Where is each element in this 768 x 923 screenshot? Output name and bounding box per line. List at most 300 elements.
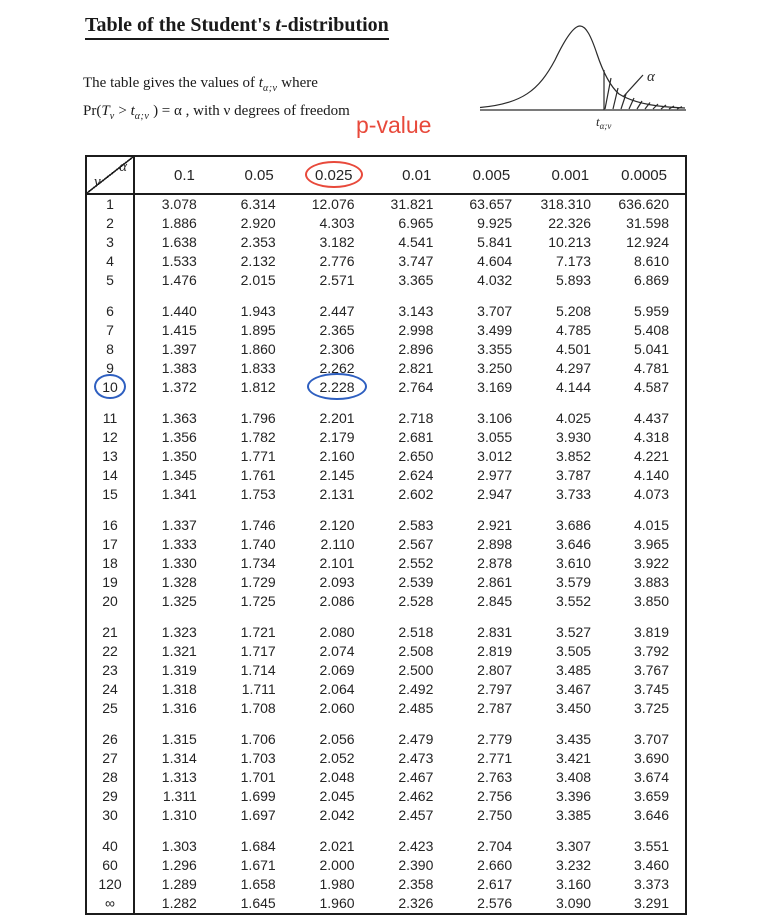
intro-text <box>83 72 350 128</box>
critical-value-cell <box>607 252 686 271</box>
df-cell <box>86 661 134 680</box>
critical-value: 2.457 <box>398 807 434 823</box>
df-value: 9 <box>106 360 114 376</box>
critical-value-cell <box>528 768 607 787</box>
alpha-column-value: 0.1 <box>173 166 195 184</box>
critical-value-cell <box>213 699 292 718</box>
critical-value-cell <box>213 573 292 592</box>
critical-value-cell <box>292 485 371 504</box>
critical-value: 1.717 <box>240 643 276 659</box>
critical-value-cell <box>213 894 292 914</box>
alpha-column-header <box>528 156 607 194</box>
critical-value-cell <box>528 378 607 397</box>
df-cell <box>86 194 134 214</box>
critical-value-cell <box>134 466 213 485</box>
critical-value-cell <box>371 894 450 914</box>
critical-value-cell <box>134 554 213 573</box>
critical-value-cell <box>449 623 528 642</box>
critical-value: 3.355 <box>477 341 513 357</box>
critical-value: 2.473 <box>398 750 434 766</box>
critical-value-cell <box>292 837 371 856</box>
critical-value-cell <box>528 359 607 378</box>
critical-value-cell <box>292 768 371 787</box>
critical-value: 1.708 <box>240 700 276 716</box>
critical-value-cell <box>528 271 607 290</box>
critical-value: 2.878 <box>477 555 513 571</box>
df-cell <box>86 466 134 485</box>
critical-value-cell <box>528 623 607 642</box>
critical-value-cell <box>371 592 450 611</box>
corner-cell-alpha-nu <box>86 156 134 194</box>
critical-value-cell <box>607 699 686 718</box>
df-value: 29 <box>102 788 118 804</box>
critical-value: 2.898 <box>477 536 513 552</box>
critical-value-cell <box>449 194 528 214</box>
critical-value: 2.576 <box>477 895 513 911</box>
critical-value: 4.318 <box>633 429 669 445</box>
critical-value: 4.541 <box>398 234 434 250</box>
critical-value: 1.734 <box>240 555 276 571</box>
critical-value-cell <box>449 409 528 428</box>
critical-value-cell <box>134 661 213 680</box>
critical-value-cell <box>134 768 213 787</box>
critical-value: 1.706 <box>240 731 276 747</box>
critical-value: 2.750 <box>477 807 513 823</box>
t-symbol: t <box>258 75 263 91</box>
critical-value-cell <box>449 573 528 592</box>
df-value: 28 <box>102 769 118 785</box>
spacer-df-cell <box>86 718 134 730</box>
critical-value-cell <box>213 875 292 894</box>
critical-value: 31.598 <box>626 215 669 231</box>
df-value: 19 <box>102 574 118 590</box>
df-value: 27 <box>102 750 118 766</box>
critical-value-cell <box>607 214 686 233</box>
critical-value-cell <box>134 730 213 749</box>
critical-value-cell <box>607 516 686 535</box>
critical-value-cell <box>607 302 686 321</box>
critical-value: 3.646 <box>556 536 592 552</box>
critical-value-cell <box>292 233 371 252</box>
critical-value-cell <box>213 359 292 378</box>
critical-value-cell <box>528 837 607 856</box>
critical-value: 3.674 <box>633 769 669 785</box>
critical-value-cell <box>213 378 292 397</box>
critical-value: 2.977 <box>477 467 513 483</box>
critical-value: 4.025 <box>556 410 592 426</box>
df-cell <box>86 730 134 749</box>
table-row <box>86 321 686 340</box>
critical-value-cell <box>607 661 686 680</box>
critical-value-cell <box>371 516 450 535</box>
df-value-circled: 10 <box>102 379 118 395</box>
critical-value-cell <box>528 252 607 271</box>
alpha-column-value: 0.005 <box>472 166 511 184</box>
alpha-column-header <box>213 156 292 194</box>
critical-value-cell <box>371 573 450 592</box>
critical-value: 12.924 <box>626 234 669 250</box>
critical-value: 4.781 <box>633 360 669 376</box>
table-row <box>86 271 686 290</box>
df-value: 21 <box>102 624 118 640</box>
critical-value-cell <box>292 730 371 749</box>
df-cell <box>86 535 134 554</box>
table-row <box>86 680 686 699</box>
spacer-cell <box>134 504 686 516</box>
df-cell <box>86 378 134 397</box>
critical-value-cell <box>449 856 528 875</box>
critical-value: 2.145 <box>319 467 355 483</box>
table-body <box>86 194 686 914</box>
critical-value-cell <box>213 485 292 504</box>
critical-value-cell <box>449 680 528 699</box>
critical-value-cell <box>134 516 213 535</box>
critical-value-cell <box>213 302 292 321</box>
table-row <box>86 875 686 894</box>
critical-value-cell <box>134 623 213 642</box>
spacer-cell <box>134 718 686 730</box>
critical-value-cell <box>528 856 607 875</box>
critical-value: 1.316 <box>161 700 197 716</box>
critical-value-cell <box>607 856 686 875</box>
page-title <box>85 14 389 40</box>
critical-value-cell <box>607 321 686 340</box>
table-row <box>86 837 686 856</box>
critical-value: 3.450 <box>556 700 592 716</box>
critical-value: 1.372 <box>161 379 197 395</box>
critical-value: 2.602 <box>398 486 434 502</box>
critical-value-cell <box>371 787 450 806</box>
critical-value-cell <box>292 787 371 806</box>
critical-value-cell <box>607 466 686 485</box>
critical-value-cell <box>134 894 213 914</box>
critical-value-cell <box>371 680 450 699</box>
critical-value-cell <box>528 749 607 768</box>
critical-value-cell <box>213 535 292 554</box>
table-row <box>86 592 686 611</box>
alpha-column-header <box>134 156 213 194</box>
df-cell <box>86 768 134 787</box>
critical-value-cell <box>134 428 213 447</box>
critical-value-cell <box>292 642 371 661</box>
critical-value: 3.090 <box>556 895 592 911</box>
critical-value-cell <box>449 837 528 856</box>
critical-value: 2.998 <box>398 322 434 338</box>
critical-value-circled: 2.228 <box>319 379 355 395</box>
table-row <box>86 302 686 321</box>
critical-value: 1.721 <box>240 624 276 640</box>
table-row <box>86 194 686 214</box>
alpha-column-header <box>449 156 528 194</box>
critical-value: 2.201 <box>319 410 355 426</box>
critical-value: 2.390 <box>398 857 434 873</box>
table-row <box>86 573 686 592</box>
critical-value-cell <box>607 554 686 573</box>
critical-value: 2.048 <box>319 769 355 785</box>
critical-value-cell <box>134 535 213 554</box>
critical-value: 2.583 <box>398 517 434 533</box>
title-italic-t: t <box>275 14 281 36</box>
critical-value-cell <box>371 428 450 447</box>
critical-value: 5.408 <box>633 322 669 338</box>
critical-value: 2.015 <box>240 272 276 288</box>
critical-value-cell <box>371 768 450 787</box>
df-cell <box>86 516 134 535</box>
critical-value: 1.697 <box>240 807 276 823</box>
critical-value-cell <box>528 642 607 661</box>
critical-value-cell <box>213 252 292 271</box>
critical-value: 3.460 <box>633 857 669 873</box>
critical-value-cell <box>449 359 528 378</box>
df-cell <box>86 699 134 718</box>
critical-value: 318.310 <box>540 196 592 212</box>
df-value: ∞ <box>105 895 115 911</box>
critical-value: 1.740 <box>240 536 276 552</box>
critical-value: 1.725 <box>240 593 276 609</box>
critical-value-cell <box>134 875 213 894</box>
critical-value: 3.078 <box>161 196 197 212</box>
table-row <box>86 661 686 680</box>
df-cell <box>86 894 134 914</box>
df-value: 7 <box>106 322 114 338</box>
df-cell <box>86 340 134 359</box>
critical-value-cell <box>607 271 686 290</box>
critical-value-cell <box>213 409 292 428</box>
critical-value: 1.330 <box>161 555 197 571</box>
df-value: 17 <box>102 536 118 552</box>
table-row <box>86 428 686 447</box>
critical-value: 2.831 <box>477 624 513 640</box>
t-subscript: α;ν <box>134 111 150 122</box>
critical-value: 4.437 <box>633 410 669 426</box>
table-header <box>86 156 686 194</box>
table-row <box>86 233 686 252</box>
critical-value-cell <box>371 661 450 680</box>
critical-value: 1.753 <box>240 486 276 502</box>
critical-value: 1.703 <box>240 750 276 766</box>
critical-value: 1.337 <box>161 517 197 533</box>
critical-value-cell <box>607 623 686 642</box>
critical-value: 2.042 <box>319 807 355 823</box>
critical-value-cell <box>449 806 528 825</box>
table-row <box>86 378 686 397</box>
table-row <box>86 806 686 825</box>
df-value: 12 <box>102 429 118 445</box>
critical-value: 1.296 <box>161 857 197 873</box>
df-value: 120 <box>98 876 122 892</box>
critical-value-cell <box>371 214 450 233</box>
critical-value: 1.960 <box>319 895 355 911</box>
critical-value: 4.785 <box>556 322 592 338</box>
critical-value: 2.718 <box>398 410 434 426</box>
critical-value: 2.771 <box>477 750 513 766</box>
critical-value: 2.467 <box>398 769 434 785</box>
group-spacer-row <box>86 718 686 730</box>
bell-curve-path <box>480 26 685 108</box>
critical-value: 2.528 <box>398 593 434 609</box>
critical-value-cell <box>213 271 292 290</box>
critical-value: 2.447 <box>319 303 355 319</box>
spacer-cell <box>134 290 686 302</box>
df-cell <box>86 233 134 252</box>
critical-value: 1.701 <box>240 769 276 785</box>
critical-value: 1.833 <box>240 360 276 376</box>
df-cell <box>86 856 134 875</box>
critical-value-cell <box>371 302 450 321</box>
critical-value: 3.579 <box>556 574 592 590</box>
critical-value-cell <box>528 592 607 611</box>
spacer-df-cell <box>86 611 134 623</box>
critical-value: 1.729 <box>240 574 276 590</box>
critical-value: 8.610 <box>633 253 669 269</box>
critical-value: 3.725 <box>633 700 669 716</box>
critical-value-cell <box>213 592 292 611</box>
critical-value: 63.657 <box>469 196 513 212</box>
critical-value: 2.779 <box>477 731 513 747</box>
critical-value: 2.821 <box>398 360 434 376</box>
table-row <box>86 535 686 554</box>
critical-value-cell <box>292 378 371 397</box>
critical-value-cell <box>213 837 292 856</box>
critical-value-cell <box>607 359 686 378</box>
critical-value: 1.771 <box>240 448 276 464</box>
critical-value-cell <box>449 554 528 573</box>
table-row <box>86 214 686 233</box>
df-value: 25 <box>102 700 118 716</box>
critical-value-cell <box>213 768 292 787</box>
critical-value: 1.684 <box>240 838 276 854</box>
spacer-df-cell <box>86 825 134 837</box>
intro-line-2: $Pr(T_\nu > t_{\alpha;\nu}$ ) = α , with ν degrees of freedom <box>83 103 350 122</box>
critical-value-cell <box>213 428 292 447</box>
group-spacer-row <box>86 825 686 837</box>
df-value: 14 <box>102 467 118 483</box>
critical-value: 4.221 <box>633 448 669 464</box>
critical-value-cell <box>449 447 528 466</box>
critical-value: 1.282 <box>161 895 197 911</box>
critical-value: 3.610 <box>556 555 592 571</box>
table-row <box>86 856 686 875</box>
critical-value-cell <box>292 447 371 466</box>
critical-value: 2.000 <box>319 857 355 873</box>
critical-value-cell <box>213 340 292 359</box>
critical-value-cell <box>449 699 528 718</box>
critical-value-cell <box>528 485 607 504</box>
critical-value: 1.440 <box>161 303 197 319</box>
critical-value: 2.093 <box>319 574 355 590</box>
critical-value-cell <box>528 302 607 321</box>
critical-value-cell <box>134 302 213 321</box>
critical-value-cell <box>134 642 213 661</box>
critical-value-cell <box>607 428 686 447</box>
critical-value-cell <box>528 787 607 806</box>
critical-value-cell <box>371 623 450 642</box>
critical-value-cell <box>134 378 213 397</box>
critical-value-cell <box>449 730 528 749</box>
critical-value: 3.408 <box>556 769 592 785</box>
critical-value: 2.508 <box>398 643 434 659</box>
critical-value-cell <box>607 409 686 428</box>
critical-value-cell <box>449 894 528 914</box>
critical-value: 1.671 <box>240 857 276 873</box>
critical-value-cell <box>213 787 292 806</box>
critical-value-cell <box>213 856 292 875</box>
critical-value: 2.262 <box>319 360 355 376</box>
critical-value: 7.173 <box>556 253 592 269</box>
df-value: 2 <box>106 215 114 231</box>
critical-value-cell <box>607 749 686 768</box>
critical-value-cell <box>371 447 450 466</box>
critical-value-cell <box>134 806 213 825</box>
critical-value-cell <box>371 806 450 825</box>
df-value: 8 <box>106 341 114 357</box>
table-row <box>86 787 686 806</box>
critical-value-cell <box>213 516 292 535</box>
critical-value-cell <box>134 485 213 504</box>
critical-value-cell <box>134 447 213 466</box>
critical-value-cell <box>371 233 450 252</box>
critical-value: 1.321 <box>161 643 197 659</box>
critical-value: 4.015 <box>633 517 669 533</box>
table-row <box>86 252 686 271</box>
critical-value-cell <box>292 680 371 699</box>
critical-value: 2.485 <box>398 700 434 716</box>
critical-value: 2.896 <box>398 341 434 357</box>
df-value: 16 <box>102 517 118 533</box>
t-symbol: t <box>130 103 135 119</box>
alpha-column-header <box>371 156 450 194</box>
critical-value: 4.303 <box>319 215 355 231</box>
critical-value: 3.850 <box>633 593 669 609</box>
critical-value: 2.353 <box>240 234 276 250</box>
df-cell <box>86 806 134 825</box>
alpha-column-value: 0.001 <box>551 166 590 184</box>
critical-value: 2.160 <box>319 448 355 464</box>
critical-value: 3.707 <box>477 303 513 319</box>
critical-value: 3.365 <box>398 272 434 288</box>
critical-value: 1.943 <box>240 303 276 319</box>
critical-value-cell <box>371 194 450 214</box>
critical-value: 1.314 <box>161 750 197 766</box>
df-cell <box>86 485 134 504</box>
spacer-cell <box>134 825 686 837</box>
critical-value: 3.707 <box>633 731 669 747</box>
critical-value-cell <box>449 787 528 806</box>
critical-value: 3.690 <box>633 750 669 766</box>
df-value: 26 <box>102 731 118 747</box>
p-value-annotation: p-value <box>356 112 432 138</box>
critical-value-cell <box>371 554 450 573</box>
critical-value-cell <box>528 321 607 340</box>
critical-value: 2.045 <box>319 788 355 804</box>
critical-value: 1.761 <box>240 467 276 483</box>
spacer-df-cell <box>86 290 134 302</box>
df-value: 15 <box>102 486 118 502</box>
df-cell <box>86 573 134 592</box>
critical-value-cell <box>607 837 686 856</box>
critical-value: 1.303 <box>161 838 197 854</box>
critical-value-cell <box>213 806 292 825</box>
df-value: 22 <box>102 643 118 659</box>
critical-value: 2.787 <box>477 700 513 716</box>
spacer-df-cell <box>86 504 134 516</box>
critical-value: 3.551 <box>633 838 669 854</box>
critical-value: 3.012 <box>477 448 513 464</box>
critical-value: 1.363 <box>161 410 197 426</box>
critical-value: 2.571 <box>319 272 355 288</box>
spacer-cell <box>134 397 686 409</box>
critical-value-cell <box>292 554 371 573</box>
